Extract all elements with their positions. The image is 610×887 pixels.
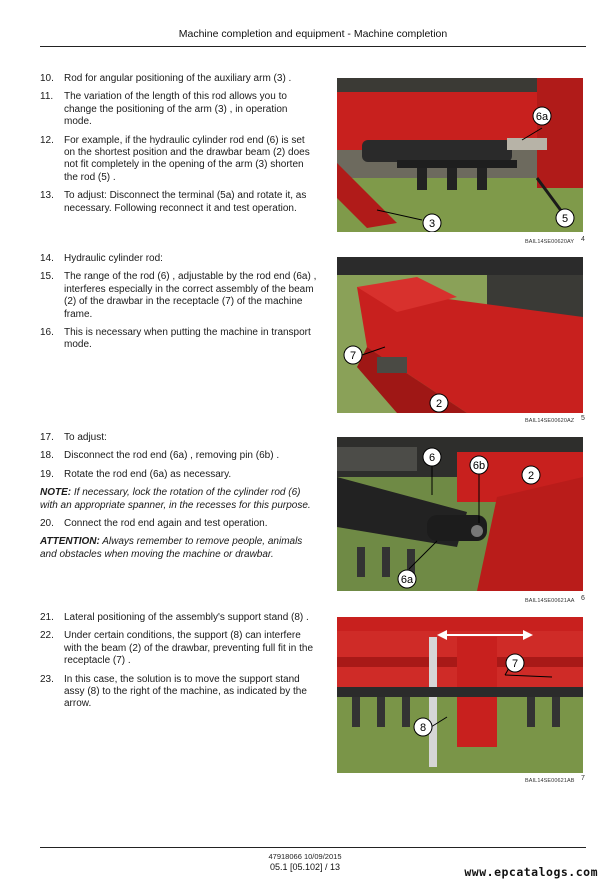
header-rule — [40, 46, 586, 47]
note-paragraph: NOTE: If necessary, lock the rotation of the cylinder rod (6) with an appropriate spanner, in the recesses for this purpose. — [40, 487, 311, 511]
callout-8 — [414, 718, 432, 736]
list-item: 20. Connect the rod end again and test operation. — [40, 518, 268, 530]
svg-text:5: 5 — [561, 213, 569, 225]
svg-text:7: 7 — [349, 350, 357, 362]
figure-7-callouts — [337, 617, 583, 773]
page-header: Machine completion and equipment - Machine completion — [178, 28, 448, 40]
list-item: 19. Rotate the rod end (6a) as necessary. — [40, 468, 232, 480]
callout-7 — [344, 346, 362, 364]
figure-7-photo — [337, 617, 583, 773]
figure-number: 5 — [581, 415, 585, 422]
svg-text:3: 3 — [428, 218, 436, 230]
callout-2 — [522, 466, 540, 484]
list-item: 17. To adjust: — [40, 432, 107, 443]
callout-5 — [556, 209, 574, 227]
figure-6-callouts — [337, 437, 583, 591]
figure-5-callouts — [337, 257, 583, 413]
figure-caption: BAIL14SE00620AZ — [525, 418, 575, 424]
callout-6b — [470, 456, 488, 474]
footer-page-number: 05.1 [05.102] / 13 — [269, 862, 341, 872]
figure-5-photo — [337, 257, 583, 413]
svg-text:6b: 6b — [472, 460, 486, 472]
callout-2 — [430, 394, 448, 412]
svg-text:6: 6 — [428, 452, 436, 464]
section-adjust-rod-end — [40, 432, 318, 567]
callout-6 — [423, 448, 441, 466]
svg-text:2: 2 — [527, 470, 535, 482]
list-item: 16. This is necessary when putting the machine in transport mode. — [40, 327, 311, 351]
section-hydraulic-rod — [40, 253, 318, 358]
list-item: 14. Hydraulic cylinder rod: — [40, 253, 163, 264]
attention-paragraph: ATTENTION: Always remember to remove people, animals and obstacles when moving the machine or drawbar. — [40, 536, 303, 560]
figure-4-callouts — [337, 78, 583, 232]
figure-caption: BAIL14SE00620AY — [525, 239, 575, 245]
footer-doc-id: 47918066 10/09/2015 — [268, 852, 342, 861]
watermark: www.epcatalogs.com — [464, 865, 598, 879]
figure-number: 7 — [581, 775, 585, 782]
list-item: 12. For example, if the hydraulic cylinder rod end (6) is set on the shortest position and the drawbar beam (2) does not fit completely in the opening of the arm (3) shorten the rod (5) . — [40, 134, 310, 183]
figure-caption: BAIL14SE00621AA — [525, 598, 575, 604]
svg-text:8: 8 — [419, 722, 427, 734]
list-item: 13. To adjust: Disconnect the terminal (5a) and rotate it, as necessary. Following reconnect it and test operation. — [40, 190, 307, 214]
callout-6a — [533, 107, 551, 125]
list-item: 11. The variation of the length of this rod allows you to change the positioning of the arm (3) , in operation mode. — [40, 91, 288, 128]
list-item: 18. Disconnect the rod end (6a) , removing pin (6b) . — [40, 450, 280, 462]
list-item: 15. The range of the rod (6) , adjustable by the rod end (6a) , interferes especially in the correct assembly of the beam (2) of the drawbar in the receptacle (7) of the machine frame. — [40, 271, 317, 320]
list-item: 22. Under certain conditions, the support (8) can interfere with the beam (2) of the drawbar, preventing full fit in the receptacle (7) . — [40, 630, 314, 667]
callout-3 — [423, 214, 441, 232]
list-item: 10. Rod for angular positioning of the auxiliary arm (3) . — [40, 73, 292, 84]
figure-number: 4 — [581, 236, 585, 243]
figure-6-photo — [337, 437, 583, 591]
svg-text:6a: 6a — [400, 574, 414, 586]
callout-7 — [506, 654, 524, 672]
section-rod-angular — [40, 73, 318, 221]
list-item: 23. In this case, the solution is to move the support stand assy (8) to the right of the machine, as indicated by the arrow. — [40, 673, 307, 710]
figure-number: 6 — [581, 595, 585, 602]
list-item: 21. Lateral positioning of the assembly's support stand (8) . — [40, 612, 309, 623]
figure-4-photo — [337, 78, 583, 232]
section-support-stand — [40, 612, 318, 717]
svg-text:7: 7 — [511, 658, 519, 670]
svg-text:6a: 6a — [535, 111, 549, 123]
footer-rule — [40, 847, 586, 848]
svg-text:2: 2 — [435, 398, 443, 410]
figure-caption: BAIL14SE00621AB — [525, 778, 575, 784]
callout-6a — [398, 570, 416, 588]
